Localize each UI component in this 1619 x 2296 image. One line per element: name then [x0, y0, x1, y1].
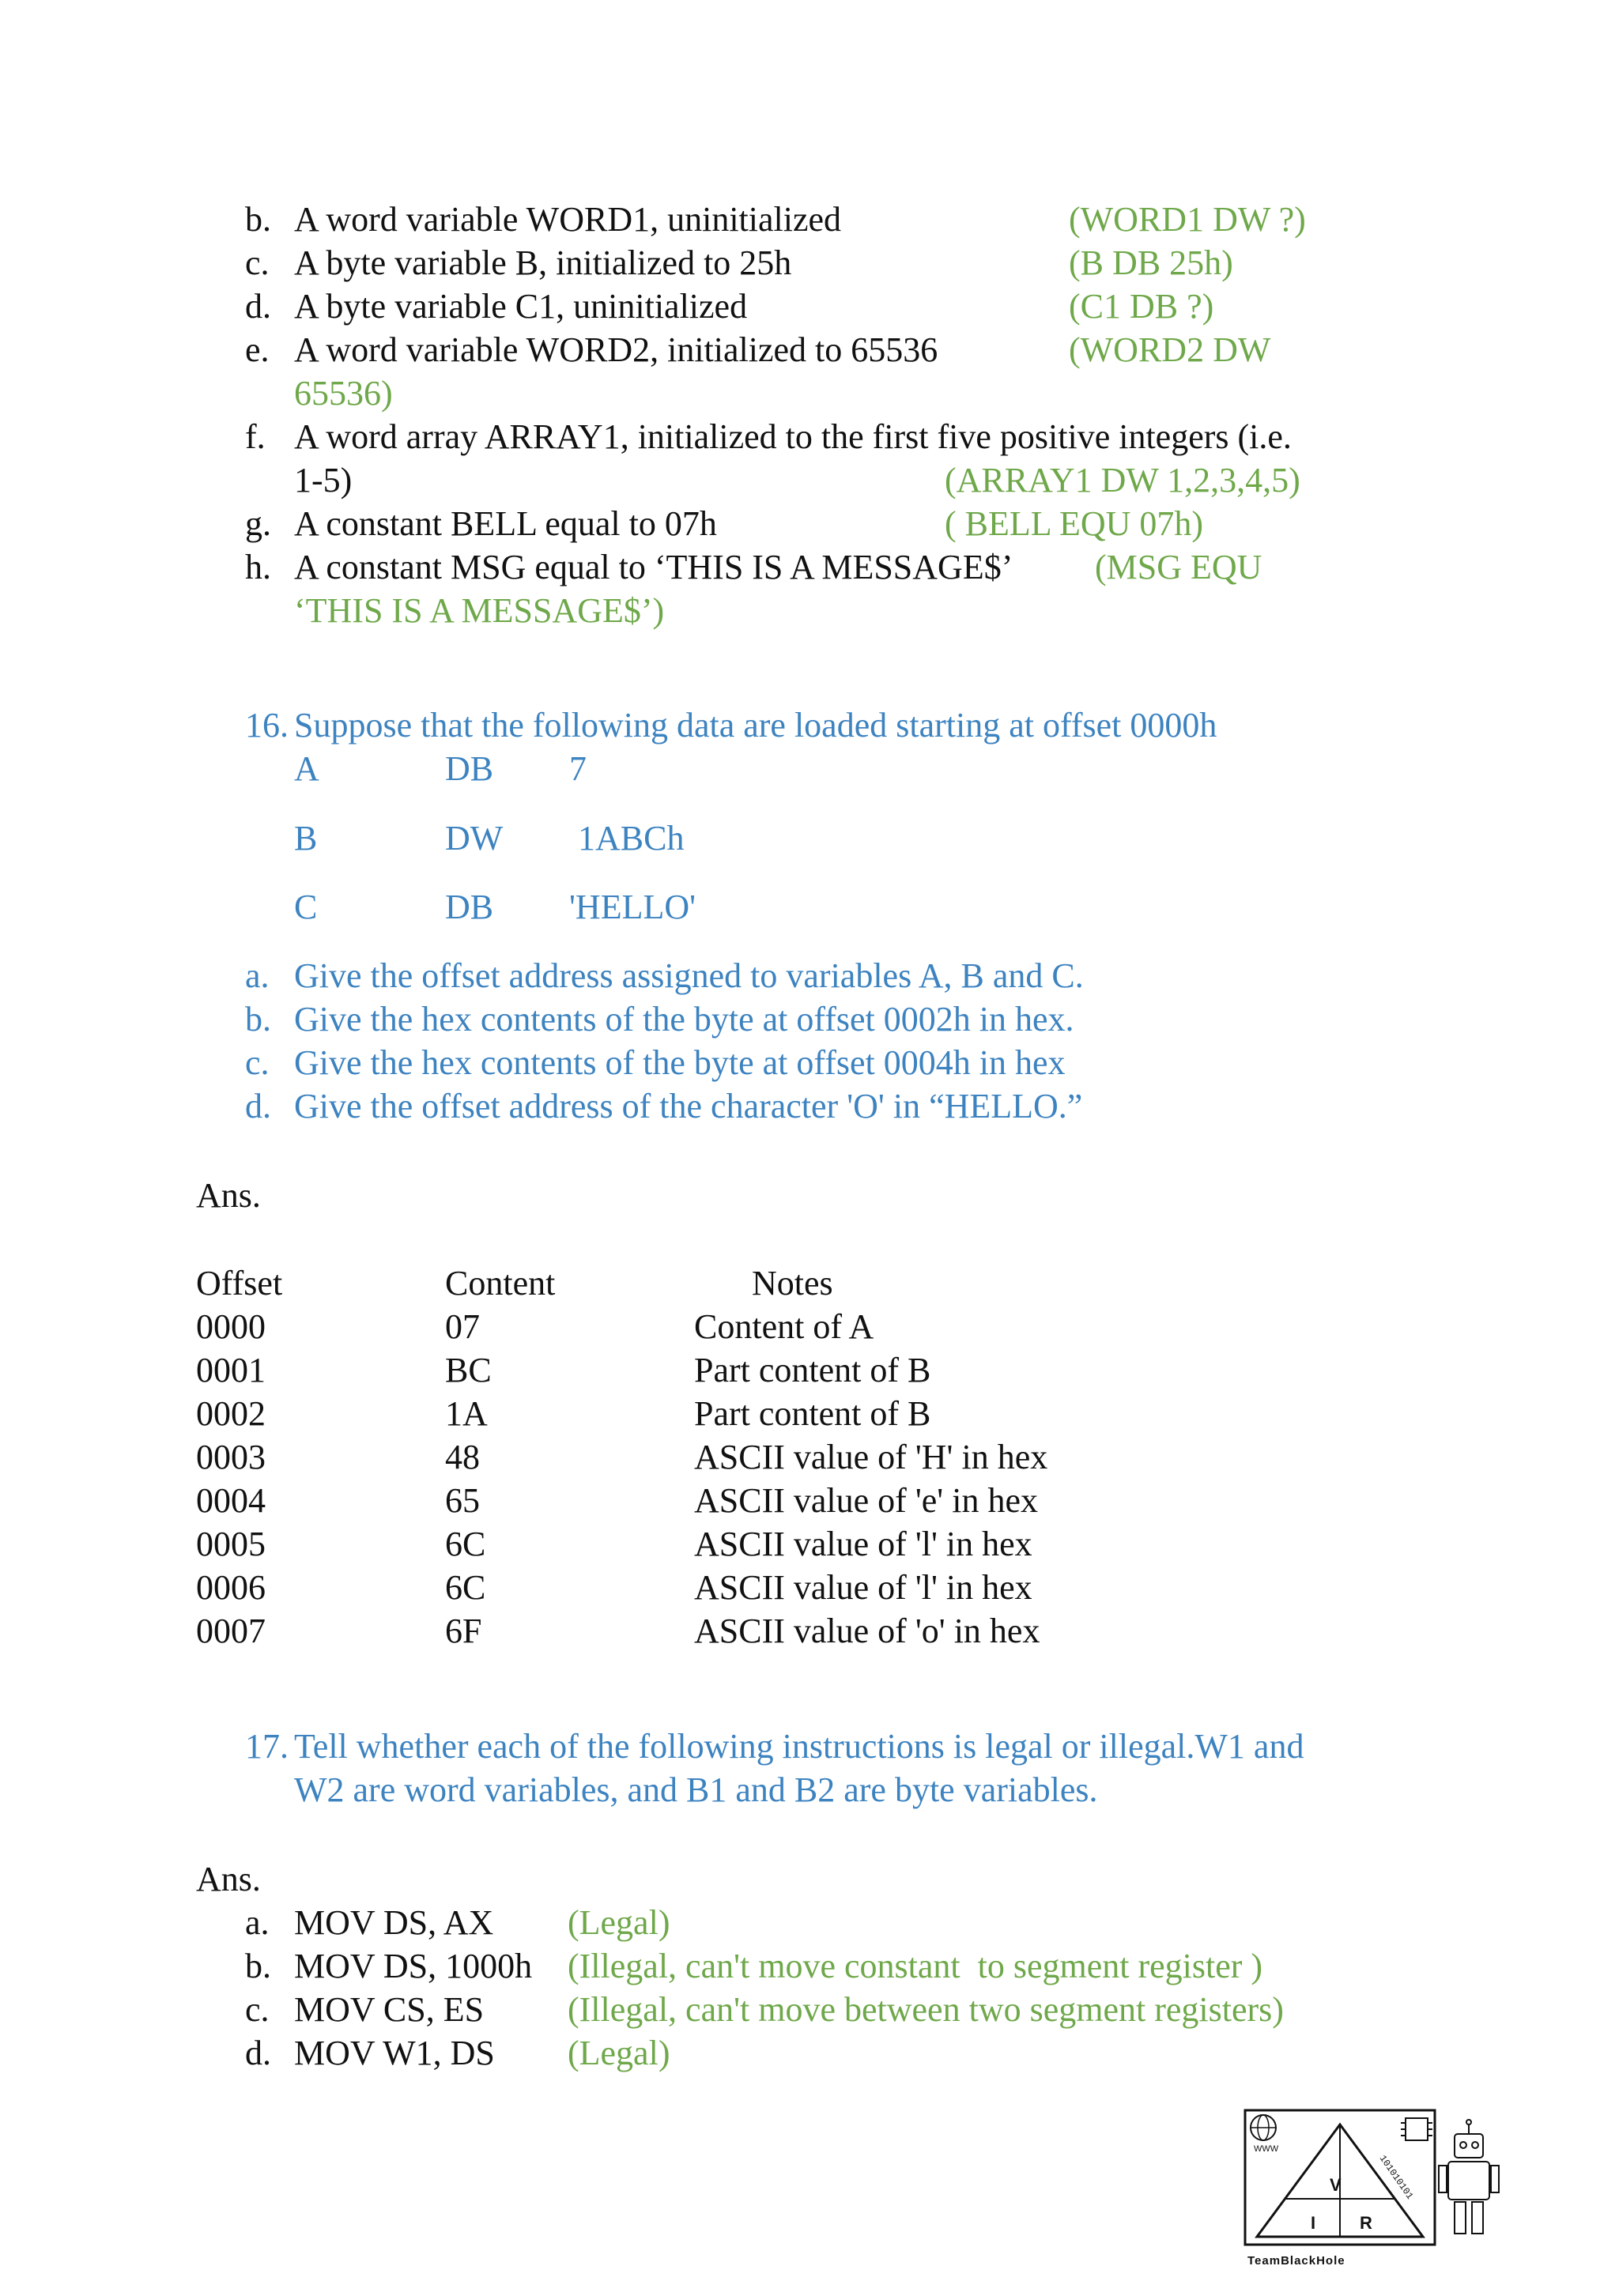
list-item-answer: (ARRAY1 DW 1,2,3,4,5)	[945, 461, 1300, 500]
content-cell: 1A	[445, 1394, 488, 1433]
list-item-label: f.	[245, 417, 266, 456]
sub-question-label: c.	[245, 1043, 270, 1082]
content-cell: 48	[445, 1438, 480, 1476]
data-type-cell: DW	[445, 819, 504, 858]
list-item-answer: (B DB 25h)	[1069, 243, 1233, 282]
team-name-text: TeamBlackHole	[1247, 2254, 1345, 2268]
content-cell: 6F	[445, 1612, 482, 1650]
answer-verdict: (Legal)	[568, 2034, 670, 2072]
list-item-label: b.	[245, 200, 271, 239]
notes-cell: ASCII value of 'H' in hex	[694, 1438, 1048, 1476]
answer-instruction: MOV DS, 1000h	[294, 1947, 533, 1985]
list-item-text: A byte variable C1, uninitialized	[294, 287, 748, 326]
sub-question-label: d.	[245, 1087, 271, 1125]
list-item-label: e.	[245, 330, 270, 369]
list-item-answer: (WORD2 DW	[1069, 330, 1271, 369]
column-header-offset: Offset	[196, 1264, 283, 1303]
answer-verdict: (Illegal, can't move between two segment registers)	[568, 1990, 1284, 2029]
notes-cell: ASCII value of 'o' in hex	[694, 1612, 1040, 1650]
answer-instruction: MOV W1, DS	[294, 2034, 495, 2072]
list-item-text: A byte variable B, initialized to 25h	[294, 243, 792, 282]
offset-cell: 0005	[196, 1525, 266, 1563]
content-cell: 6C	[445, 1568, 486, 1607]
data-type-cell: DB	[445, 749, 494, 788]
answer-item-label: c.	[245, 1990, 270, 2029]
question-number: 17.	[245, 1727, 289, 1766]
list-item-text-continued: 1-5)	[294, 461, 353, 500]
answer-verdict: (Legal)	[568, 1903, 670, 1942]
answer-instruction: MOV CS, ES	[294, 1990, 485, 2029]
list-item-text: A word variable WORD2, initialized to 65536	[294, 330, 938, 369]
list-item-label: h.	[245, 548, 271, 586]
offset-cell: 0003	[196, 1438, 266, 1476]
list-item-answer: (C1 DB ?)	[1069, 287, 1214, 326]
sub-question-label: b.	[245, 1000, 271, 1039]
list-item-answer-continued: 65536)	[294, 374, 393, 413]
answer-item-label: d.	[245, 2034, 271, 2072]
sub-question-text: Give the offset address of the character 'O' in “HELLO.”	[294, 1087, 1083, 1125]
content-cell: 65	[445, 1481, 480, 1520]
globe-icon	[1251, 2115, 1276, 2140]
offset-cell: 0001	[196, 1351, 266, 1389]
question-text: Suppose that the following data are loaded starting at offset 0000h	[294, 706, 1217, 745]
www-text: WWW	[1254, 2144, 1279, 2154]
data-name-cell: B	[294, 819, 318, 858]
data-name-cell: A	[294, 749, 319, 788]
question-text-continued: W2 are word variables, and B1 and B2 are byte variables.	[294, 1770, 1098, 1809]
answer-label: Ans.	[196, 1860, 261, 1898]
answer-label: Ans.	[196, 1176, 261, 1215]
notes-cell: ASCII value of 'l' in hex	[694, 1525, 1032, 1563]
sub-question-text: Give the offset address assigned to variables A, B and C.	[294, 956, 1084, 995]
column-header-notes: Notes	[752, 1264, 833, 1303]
notes-cell: Content of A	[694, 1307, 874, 1346]
column-header-content: Content	[445, 1264, 556, 1303]
content-cell: BC	[445, 1351, 492, 1389]
sub-question-text: Give the hex contents of the byte at offset 0004h in hex	[294, 1043, 1066, 1082]
offset-cell: 0002	[196, 1394, 266, 1433]
list-item-text: A constant BELL equal to 07h	[294, 504, 717, 543]
content-cell: 6C	[445, 1525, 486, 1563]
answer-verdict: (Illegal, can't move constant to segment register )	[568, 1947, 1263, 1985]
logo-letter-v: V	[1330, 2175, 1342, 2195]
question-text: Tell whether each of the following instructions is legal or illegal.W1 and	[294, 1727, 1304, 1766]
offset-cell: 0004	[196, 1481, 266, 1520]
sub-question-label: a.	[245, 956, 270, 995]
list-item-text: A word variable WORD1, uninitialized	[294, 200, 842, 239]
list-item-text: A word array ARRAY1, initialized to the first five positive integers (i.e.	[294, 417, 1292, 456]
logo-letter-r: R	[1360, 2213, 1372, 2233]
data-value-cell: 7	[569, 749, 587, 788]
chip-icon	[1401, 2118, 1432, 2140]
content-cell: 07	[445, 1307, 480, 1346]
offset-cell: 0000	[196, 1307, 266, 1346]
data-name-cell: C	[294, 888, 318, 926]
question-number: 16.	[245, 706, 289, 745]
list-item-answer-continued: ‘THIS IS A MESSAGE$’)	[294, 591, 665, 630]
team-blackhole-logo	[1241, 2102, 1526, 2292]
offset-cell: 0006	[196, 1568, 266, 1607]
notes-cell: Part content of B	[694, 1351, 931, 1389]
list-item-answer: (MSG EQU	[1095, 548, 1262, 586]
notes-cell: ASCII value of 'l' in hex	[694, 1568, 1032, 1607]
offset-cell: 0007	[196, 1612, 266, 1650]
list-item-answer: ( BELL EQU 07h)	[945, 504, 1204, 543]
list-item-answer: (WORD1 DW ?)	[1069, 200, 1306, 239]
list-item-label: c.	[245, 243, 270, 282]
sub-question-text: Give the hex contents of the byte at offset 0002h in hex.	[294, 1000, 1074, 1039]
answer-item-label: b.	[245, 1947, 271, 1985]
answer-instruction: MOV DS, AX	[294, 1903, 494, 1942]
team-logo-graphic	[1241, 2102, 1526, 2292]
data-type-cell: DB	[445, 888, 494, 926]
notes-cell: Part content of B	[694, 1394, 931, 1433]
list-item-label: g.	[245, 504, 271, 543]
list-item-label: d.	[245, 287, 271, 326]
list-item-text: A constant MSG equal to ‘THIS IS A MESSAGE$’	[294, 548, 1013, 586]
logo-letter-i: I	[1311, 2213, 1316, 2233]
binary-text: 101010101	[1376, 2153, 1416, 2202]
answer-item-label: a.	[245, 1903, 270, 1942]
notes-cell: ASCII value of 'e' in hex	[694, 1481, 1038, 1520]
robot-icon	[1439, 2120, 1499, 2234]
data-value-cell: 'HELLO'	[569, 888, 696, 926]
data-value-cell: 1ABCh	[569, 819, 685, 858]
